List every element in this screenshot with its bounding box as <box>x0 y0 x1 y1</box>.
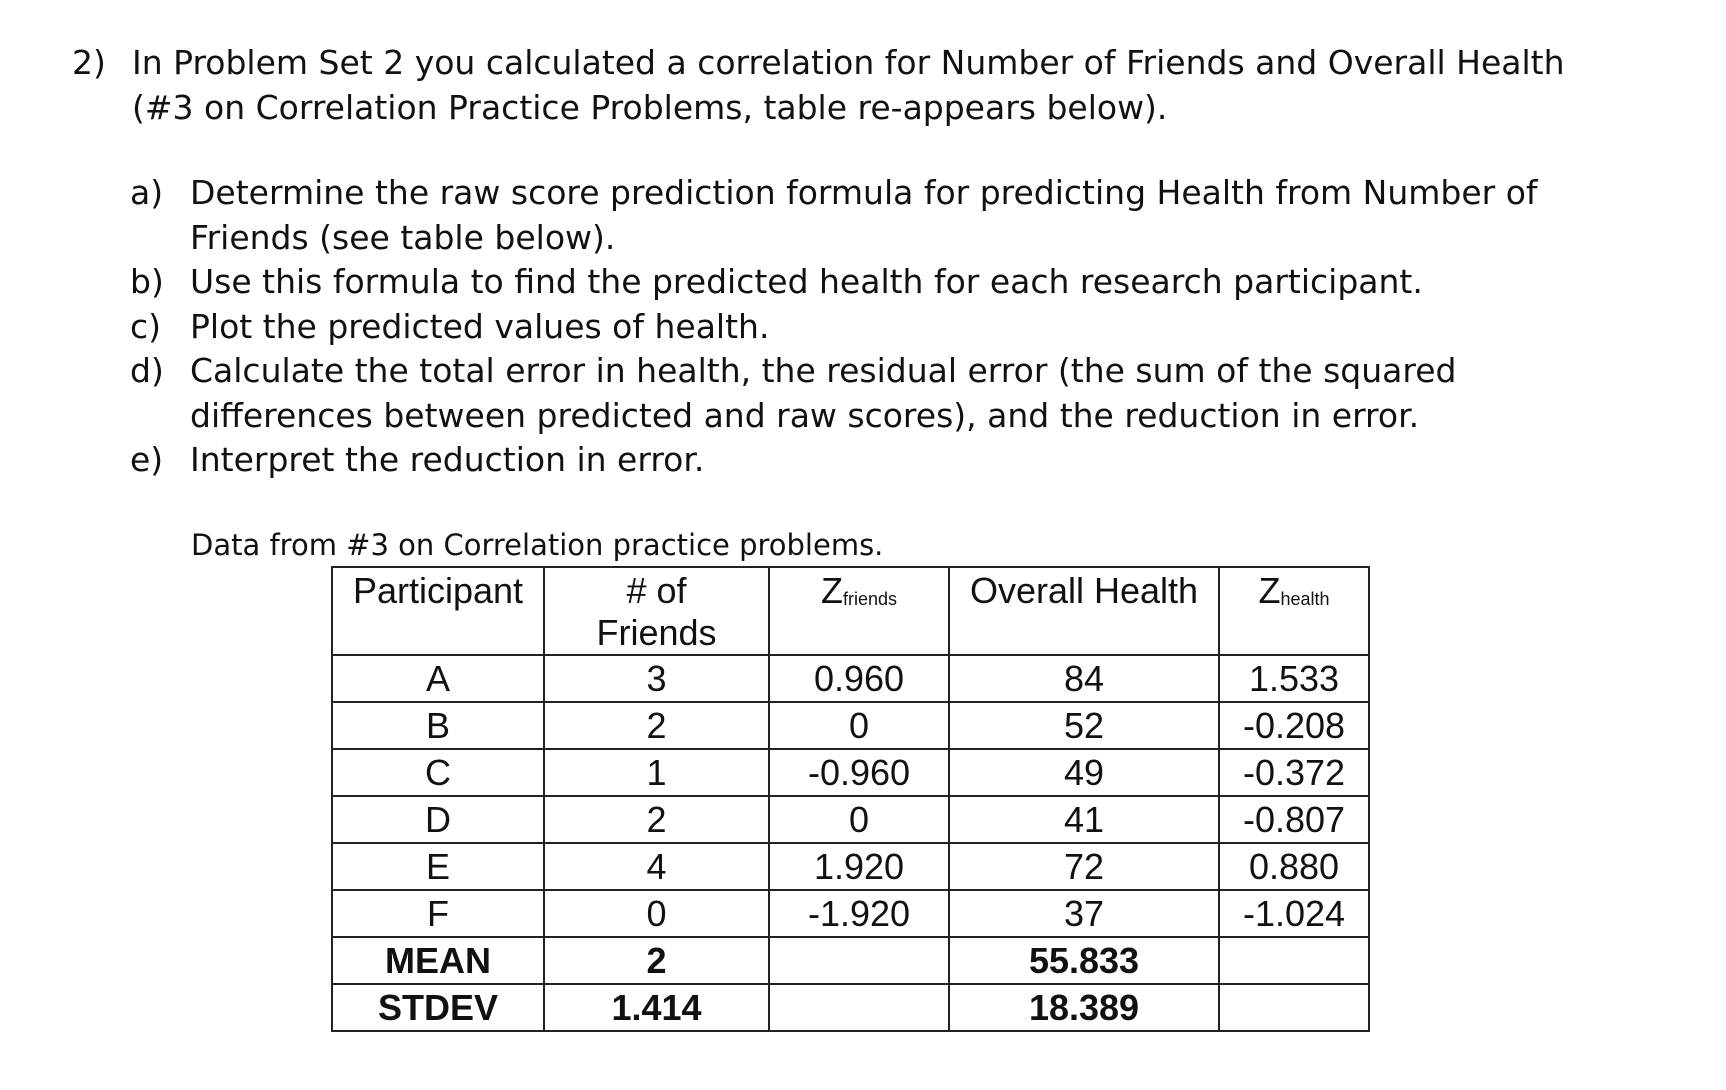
problem-header <box>72 40 1632 130</box>
cell-health: 52 <box>949 702 1219 749</box>
cell-friends: 3 <box>544 655 769 702</box>
stdev-zfriends <box>769 984 949 1031</box>
cell-zfriends: 0 <box>769 702 949 749</box>
cell-participant: A <box>332 655 544 702</box>
table-caption: Data from #3 on Correlation practice problems. <box>191 528 884 562</box>
cell-zhealth: -0.372 <box>1219 749 1369 796</box>
table-header-row <box>332 567 1369 655</box>
table-row <box>332 890 1369 937</box>
mean-friends: 2 <box>544 937 769 984</box>
subpart-a <box>130 171 1630 260</box>
problem-number: 2) <box>72 43 106 82</box>
cell-zhealth: 1.533 <box>1219 655 1369 702</box>
cell-friends: 0 <box>544 890 769 937</box>
cell-friends: 4 <box>544 843 769 890</box>
subpart-letter: e) <box>130 440 164 479</box>
mean-health: 55.833 <box>949 937 1219 984</box>
cell-participant: C <box>332 749 544 796</box>
cell-zfriends: -1.920 <box>769 890 949 937</box>
header-zfriends <box>769 567 949 655</box>
cell-zfriends: -0.960 <box>769 749 949 796</box>
subpart-letter: c) <box>130 306 162 346</box>
subpart-e <box>130 438 1630 483</box>
table-row <box>332 749 1369 796</box>
cell-friends: 2 <box>544 796 769 843</box>
cell-participant: B <box>332 702 544 749</box>
subpart-text: Calculate the total error in health, the residual error (the sum of the squared differences between predicted and raw scores), and the reduction in error. <box>190 351 1457 435</box>
mean-zfriends <box>769 937 949 984</box>
header-participant: Participant <box>332 567 544 655</box>
header-zfriends-symbol: Z <box>820 570 843 611</box>
problem-statement <box>72 40 1632 130</box>
header-friends-line1: # of <box>626 570 687 611</box>
header-health: Overall Health <box>949 567 1219 655</box>
cell-zfriends: 0 <box>769 796 949 843</box>
header-zhealth-subscript: health <box>1280 589 1330 609</box>
cell-friends: 1 <box>544 749 769 796</box>
subpart-b <box>130 260 1630 305</box>
subpart-text: Use this formula to find the predicted health for each research participant. <box>190 262 1423 301</box>
table-row <box>332 655 1369 702</box>
table-row <box>332 702 1369 749</box>
header-friends-line2: Friends <box>596 612 717 653</box>
header-zhealth-symbol: Z <box>1258 570 1281 611</box>
header-zfriends-subscript: friends <box>842 589 898 609</box>
problem-text: In Problem Set 2 you calculated a correlation for Number of Friends and Overall Health (#3 on Correlation Practice Problems, table re-appears below). <box>132 43 1565 127</box>
cell-health: 41 <box>949 796 1219 843</box>
stdev-label: STDEV <box>332 984 544 1031</box>
table-row <box>332 796 1369 843</box>
mean-label: MEAN <box>332 937 544 984</box>
cell-participant: E <box>332 843 544 890</box>
cell-participant: F <box>332 890 544 937</box>
cell-friends: 2 <box>544 702 769 749</box>
mean-row <box>332 937 1369 984</box>
subpart-letter: d) <box>130 351 164 390</box>
cell-zhealth: 0.880 <box>1219 843 1369 890</box>
cell-zhealth: -0.807 <box>1219 796 1369 843</box>
subpart-text: Interpret the reduction in error. <box>190 440 705 479</box>
subpart-text: Plot the predicted values of health. <box>190 306 770 346</box>
cell-health: 84 <box>949 655 1219 702</box>
cell-zhealth: -1.024 <box>1219 890 1369 937</box>
data-table <box>331 566 1370 1032</box>
subpart-d <box>130 349 1630 438</box>
header-friends <box>544 567 769 655</box>
subpart-letter: b) <box>130 262 164 301</box>
subpart-text: Determine the raw score prediction formula for predicting Health from Number of Friends (see table below). <box>190 173 1538 257</box>
cell-health: 72 <box>949 843 1219 890</box>
subparts-list <box>130 171 1630 483</box>
header-zhealth <box>1219 567 1369 655</box>
cell-zfriends: 0.960 <box>769 655 949 702</box>
stdev-zhealth <box>1219 984 1369 1031</box>
mean-zhealth <box>1219 937 1369 984</box>
cell-zhealth: -0.208 <box>1219 702 1369 749</box>
subpart-c <box>130 305 1630 350</box>
cell-health: 37 <box>949 890 1219 937</box>
stdev-friends: 1.414 <box>544 984 769 1031</box>
table-row <box>332 843 1369 890</box>
cell-health: 49 <box>949 749 1219 796</box>
stdev-health: 18.389 <box>949 984 1219 1031</box>
cell-zfriends: 1.920 <box>769 843 949 890</box>
cell-participant: D <box>332 796 544 843</box>
stdev-row <box>332 984 1369 1031</box>
subpart-letter: a) <box>130 173 164 212</box>
